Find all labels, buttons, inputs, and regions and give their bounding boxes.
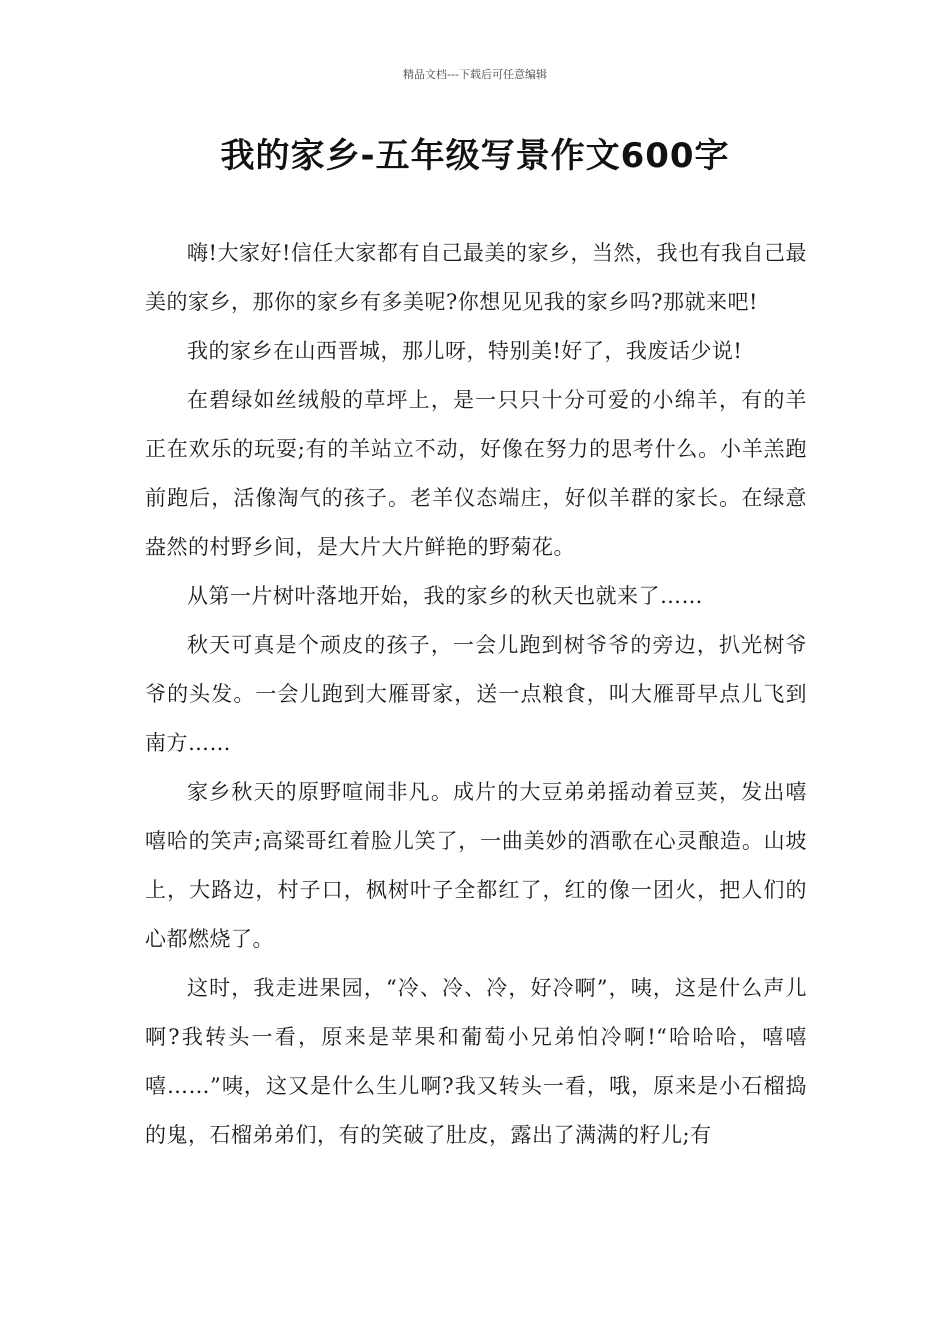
paragraph: 家乡秋天的原野喧闹非凡。成片的大豆弟弟摇动着豆荚，发出嘻嘻哈的笑声;高粱哥红着脸儿笑了，一曲美妙的酒歌在心灵酿造。山坡上，大路边，村子口，枫树叶子全都红了，红的像一团火，把人们的心都燃烧了。 [145, 780, 807, 951]
paragraph: 我的家乡在山西晋城，那儿呀，特别美!好了，我废话少说! [187, 339, 743, 363]
paragraph: 这时，我走进果园，“冷、冷、冷，好冷啊”，咦，这是什么声儿啊?我转头一看，原来是苹果和葡萄小兄弟怕冷啊!“哈哈哈，嘻嘻嘻……”咦，这又是什么生儿啊?我又转头一看，哦，原来是小石榴捣的鬼，石榴弟弟们，有的笑破了肚皮，露出了满满的籽儿;有 [145, 976, 807, 1147]
paragraph: 秋天可真是个顽皮的孩子，一会儿跑到树爷爷的旁边，扒光树爷爷的头发。一会儿跑到大雁哥家，送一点粮食，叫大雁哥早点儿飞到南方…… [145, 633, 807, 755]
paragraph: 在碧绿如丝绒般的草坪上，是一只只十分可爱的小绵羊，有的羊正在欢乐的玩耍;有的羊站立不动，好像在努力的思考什么。小羊羔跑前跑后，活像淘气的孩子。老羊仪态端庄，好似羊群的家长。在绿意盎然的村野乡间，是大片大片鲜艳的野菊花。 [145, 388, 807, 559]
header-note: 精品文档---下载后可任意编辑 [403, 68, 547, 81]
document-title: 我的家乡-五年级写景作文600字 [220, 136, 730, 176]
document-body [145, 229, 807, 1160]
paragraph: 从第一片树叶落地开始，我的家乡的秋天也就来了…… [187, 584, 703, 608]
paragraph: 嗨!大家好!信任大家都有自己最美的家乡，当然，我也有我自己最美的家乡，那你的家乡有多美呢?你想见见我的家乡吗?那就来吧! [145, 241, 807, 314]
